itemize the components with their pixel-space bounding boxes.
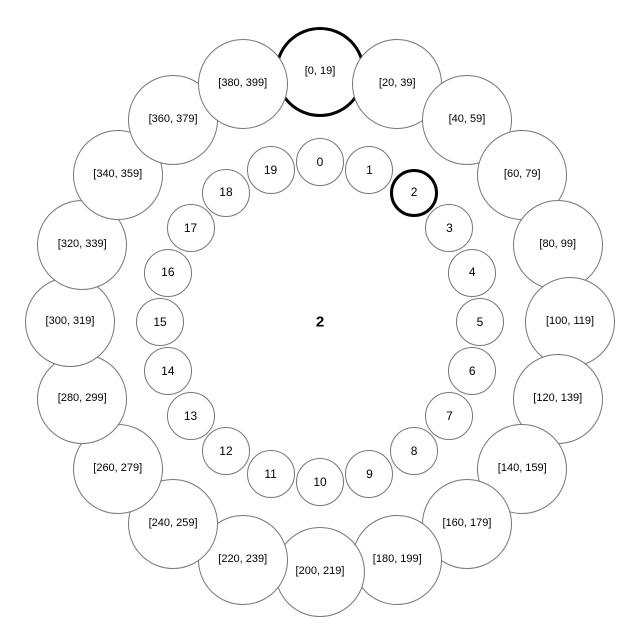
outer-node-label: [60, 79] (503, 168, 541, 181)
inner-node-label: 3 (446, 220, 453, 235)
outer-node-label: [320, 339] (57, 237, 107, 250)
inner-node-label: 8 (410, 444, 418, 459)
inner-node[interactable] (167, 204, 215, 252)
outer-node-label: [300, 319] (45, 315, 95, 328)
inner-node-label: 12 (219, 444, 233, 459)
inner-node[interactable] (390, 427, 438, 475)
inner-node[interactable] (425, 204, 473, 252)
outer-node-label: [140, 159] (497, 462, 547, 475)
inner-node[interactable] (136, 298, 184, 346)
outer-node-label: [260, 279] (93, 462, 143, 475)
inner-node-label: 15 (153, 314, 167, 329)
outer-node-label: [340, 359] (93, 168, 143, 181)
outer-node-label: [80, 99] (539, 237, 577, 250)
inner-node-label: 5 (476, 314, 484, 329)
outer-node[interactable] (198, 39, 288, 129)
inner-node[interactable] (167, 392, 215, 440)
outer-node-label: [40, 59] (448, 112, 486, 125)
inner-node[interactable] (296, 458, 344, 506)
outer-node-label: [200, 219] (295, 565, 345, 578)
inner-node-label: 11 (264, 466, 277, 481)
inner-node-label: 16 (161, 265, 175, 280)
outer-node[interactable] (352, 515, 442, 605)
inner-node[interactable] (345, 450, 393, 498)
outer-node[interactable] (275, 527, 365, 617)
center-label: 2 (315, 313, 325, 331)
inner-node[interactable] (296, 138, 344, 186)
outer-node-label: [100, 119] (545, 315, 595, 328)
outer-node-label: [220, 239] (218, 552, 268, 565)
inner-node[interactable] (448, 249, 496, 297)
inner-node[interactable] (425, 392, 473, 440)
inner-node[interactable] (144, 249, 192, 297)
outer-node[interactable] (275, 27, 365, 117)
outer-node-label: [380, 399] (218, 77, 268, 90)
inner-node[interactable] (390, 169, 438, 217)
inner-node-label: 14 (161, 364, 175, 379)
inner-node[interactable] (247, 146, 295, 194)
inner-node[interactable] (448, 347, 496, 395)
inner-node-label: 4 (468, 265, 476, 280)
outer-node-label: [360, 379] (148, 112, 198, 125)
inner-node-label: 1 (366, 162, 373, 177)
outer-node-label: [180, 199] (372, 552, 422, 565)
outer-node-label: [240, 259] (148, 517, 198, 530)
inner-node-label: 10 (313, 474, 327, 489)
inner-node-label: 7 (446, 408, 453, 423)
outer-node-label: [120, 139] (533, 392, 583, 405)
outer-node[interactable] (25, 277, 115, 367)
outer-node-label: [160, 179] (442, 517, 492, 530)
inner-node-label: 9 (366, 466, 373, 481)
inner-node-label: 0 (316, 154, 324, 169)
inner-node-label: 17 (183, 220, 198, 235)
outer-node-label: [280, 299] (57, 392, 107, 405)
inner-node-label: 6 (468, 364, 476, 379)
inner-node[interactable] (456, 298, 504, 346)
inner-node[interactable] (345, 146, 393, 194)
inner-node[interactable] (202, 427, 250, 475)
outer-node[interactable] (37, 354, 127, 444)
inner-node-label: 19 (263, 162, 278, 177)
outer-node[interactable] (525, 277, 615, 367)
outer-node-label: [0, 19] (304, 65, 336, 78)
outer-node[interactable] (513, 200, 603, 290)
inner-node[interactable] (202, 169, 250, 217)
inner-node[interactable] (144, 347, 192, 395)
inner-node[interactable] (247, 450, 295, 498)
outer-node-label: [20, 39] (378, 77, 416, 90)
inner-node-label: 18 (219, 185, 233, 200)
inner-node-label: 13 (183, 408, 198, 423)
inner-node-label: 2 (410, 185, 418, 200)
